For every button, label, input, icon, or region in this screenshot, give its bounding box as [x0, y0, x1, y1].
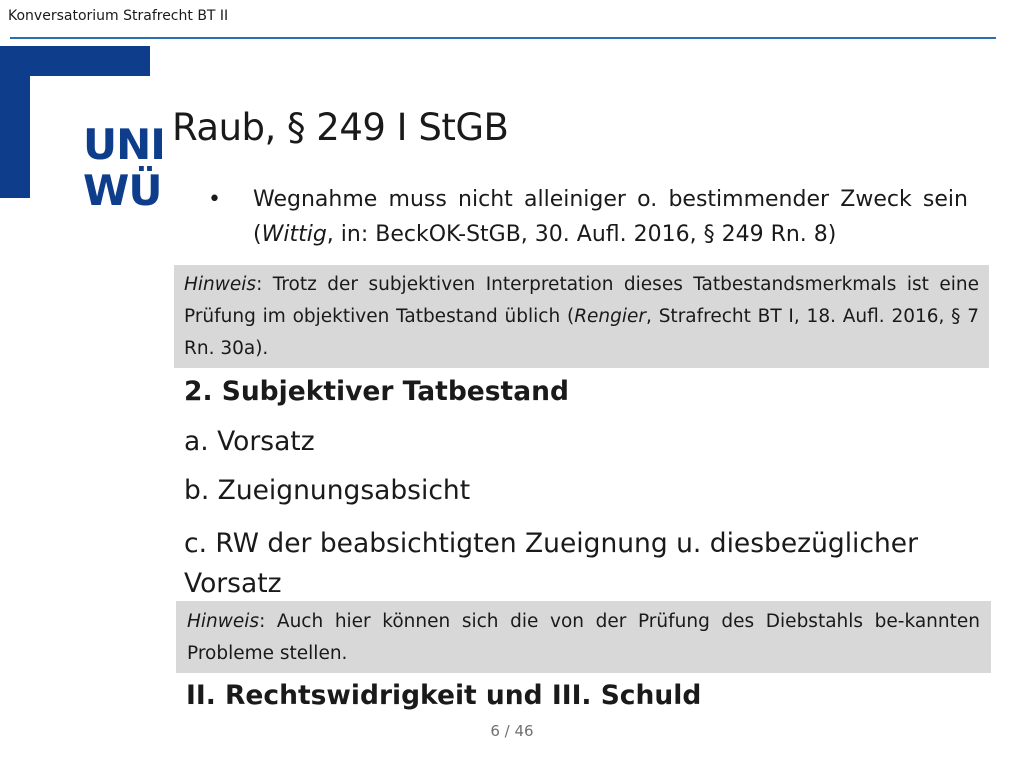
page-indicator: 6 / 46 [490, 722, 534, 740]
note-1-text-a: : Trotz der subjektiven Interpretation dieses Tatbestandsmerkmals ist eine Prüfung im objektiven Tatbestand üblich ( [184, 274, 979, 327]
heading-rechtswidrigkeit-schuld: II. Rechtswidrigkeit und III. Schuld [186, 680, 702, 711]
note-box-2 [176, 601, 991, 673]
logo-wordmark [83, 120, 165, 215]
bullet-text-a: Wegnahme muss nicht alleiniger o. bestimmender Zweck sein ( [253, 187, 968, 247]
note-2-label: Hinweis [187, 611, 260, 632]
bullet-text-b: , in: BeckOK-StGB, 30. Aufl. 2016, § 249 Rn. 8) [326, 222, 837, 247]
header-divider [10, 37, 996, 39]
item-vorsatz: a. Vorsatz [184, 426, 315, 457]
note-1-text-b: , Strafrecht BT I, 18. Aufl. 2016, § 7 Rn. 30a). [184, 306, 979, 359]
item-rw-zueignung: c. RW der beabsichtigten Zueignung u. diesbezüglicher Vorsatz [184, 528, 918, 599]
university-logo [0, 46, 165, 215]
bullet-author: Wittig [261, 222, 327, 247]
bullet-marker: • [208, 187, 221, 212]
course-title: Konversatorium Strafrecht BT II [8, 8, 229, 24]
logo-line-2: WÜ [83, 166, 162, 215]
note-1-label: Hinweis [184, 274, 257, 295]
note-2-text: : Auch hier können sich die von der Prüfung des Diebstahls be-kannten Probleme stellen. [187, 611, 980, 664]
logo-line-1: UNI [83, 120, 165, 169]
item-zueignungsabsicht: b. Zueignungsabsicht [184, 475, 471, 506]
note-box-1 [174, 265, 989, 368]
bullet-text [253, 182, 968, 252]
note-1-author: Rengier [574, 306, 647, 327]
slide-title: Raub, § 249 I StGB [172, 106, 509, 149]
bullet-item [208, 182, 968, 252]
heading-subjektiver-tatbestand: 2. Subjektiver Tatbestand [184, 376, 569, 407]
